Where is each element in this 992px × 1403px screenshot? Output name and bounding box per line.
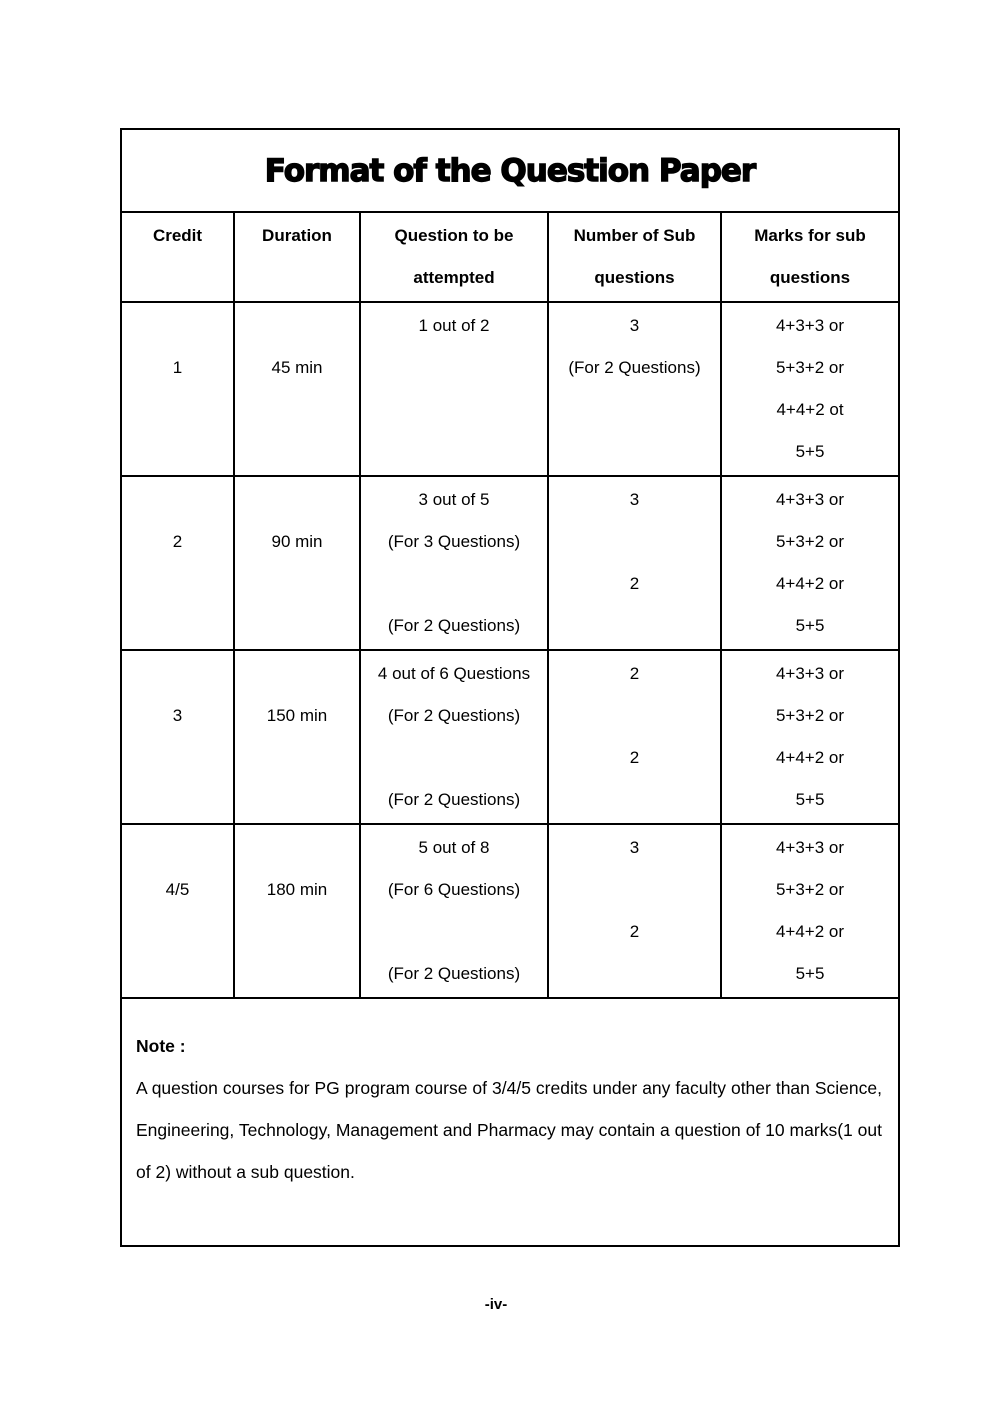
cell-line: questions bbox=[769, 268, 851, 287]
cell-line: 5+3+2 or bbox=[775, 358, 845, 377]
cell-line: 4+3+3 or bbox=[775, 838, 845, 857]
header-question bbox=[360, 213, 548, 302]
cell-line bbox=[239, 479, 355, 521]
page-number: -iv- bbox=[484, 1296, 508, 1313]
cell-line: 5 out of 8 bbox=[418, 838, 490, 857]
cell-line bbox=[553, 695, 716, 737]
cell-line: (For 2 Questions) bbox=[387, 616, 521, 635]
cell-line bbox=[126, 827, 229, 869]
cell-line: (For 2 Questions) bbox=[387, 964, 521, 983]
cell-duration bbox=[234, 650, 360, 824]
cell-line: 4+4+2 or bbox=[775, 922, 845, 941]
cell-line: 150 min bbox=[266, 706, 328, 725]
cell-line: 45 min bbox=[271, 358, 323, 377]
cell-line: 4+3+3 or bbox=[775, 316, 845, 335]
table-row bbox=[122, 302, 898, 476]
cell-line: 3 bbox=[629, 838, 640, 857]
header-sub-questions bbox=[548, 213, 721, 302]
cell-line: Credit bbox=[152, 226, 203, 245]
cell-line bbox=[126, 653, 229, 695]
cell-line: 4+4+2 or bbox=[775, 748, 845, 767]
cell-line bbox=[365, 911, 543, 953]
cell-line: 5+5 bbox=[795, 442, 825, 461]
cell-line: (For 6 Questions) bbox=[387, 880, 521, 899]
cell-line: questions bbox=[594, 268, 675, 287]
cell-line bbox=[365, 563, 543, 605]
header-row bbox=[122, 213, 898, 302]
cell-marks bbox=[721, 650, 898, 824]
table-row bbox=[122, 650, 898, 824]
cell-line: 180 min bbox=[266, 880, 328, 899]
cell-line: (For 3 Questions) bbox=[387, 532, 521, 551]
cell-line: attempted bbox=[413, 268, 495, 287]
cell-line bbox=[126, 479, 229, 521]
cell-line bbox=[239, 827, 355, 869]
cell-credit bbox=[122, 302, 234, 476]
cell-credit bbox=[122, 824, 234, 997]
note-label: Note : bbox=[136, 1036, 186, 1056]
cell-line: 5+5 bbox=[795, 964, 825, 983]
cell-question bbox=[360, 650, 548, 824]
cell-marks bbox=[721, 476, 898, 650]
cell-line: 4/5 bbox=[165, 880, 190, 899]
cell-line: 4+4+2 or bbox=[775, 574, 845, 593]
cell-duration bbox=[234, 476, 360, 650]
cell-line: Question to be bbox=[394, 226, 514, 245]
cell-line: Marks for sub bbox=[754, 226, 866, 245]
cell-line bbox=[126, 305, 229, 347]
cell-question bbox=[360, 302, 548, 476]
cell-line bbox=[553, 869, 716, 911]
cell-line: Number of Sub bbox=[573, 226, 696, 245]
cell-line: 2 bbox=[172, 532, 183, 551]
cell-line bbox=[239, 305, 355, 347]
cell-line: 4+3+3 or bbox=[775, 490, 845, 509]
cell-line: 2 bbox=[629, 748, 640, 767]
note-text: A question courses for PG program course of 3/4/5 credits under any faculty other than Science, Engineering, Technology, Management and Pharmacy may contain a question of 10 marks(1 out of 2) without a sub question. bbox=[136, 1078, 882, 1182]
cell-marks bbox=[721, 302, 898, 476]
cell-line: 3 out of 5 bbox=[418, 490, 490, 509]
cell-line: 5+5 bbox=[795, 790, 825, 809]
cell-line: 5+3+2 or bbox=[775, 706, 845, 725]
cell-line: 4 out of 6 Questions bbox=[377, 664, 531, 683]
cell-line: Duration bbox=[262, 226, 332, 245]
cell-line: 2 bbox=[629, 574, 640, 593]
cell-sub-questions bbox=[548, 476, 721, 650]
cell-line: 2 bbox=[629, 922, 640, 941]
cell-line: 5+3+2 or bbox=[775, 532, 845, 551]
cell-marks bbox=[721, 824, 898, 997]
cell-line bbox=[365, 737, 543, 779]
cell-line: 2 bbox=[629, 664, 640, 683]
cell-line: 5+5 bbox=[795, 616, 825, 635]
cell-sub-questions bbox=[548, 302, 721, 476]
cell-line: 3 bbox=[172, 706, 183, 725]
header-credit bbox=[122, 213, 234, 302]
cell-duration bbox=[234, 824, 360, 997]
cell-duration bbox=[234, 302, 360, 476]
cell-credit bbox=[122, 476, 234, 650]
cell-line: 4+4+2 ot bbox=[776, 400, 844, 419]
cell-question bbox=[360, 476, 548, 650]
header-marks bbox=[721, 213, 898, 302]
note-section bbox=[122, 997, 898, 1245]
cell-line: 1 out of 2 bbox=[418, 316, 490, 335]
page-title: Format of the Question Paper bbox=[122, 130, 898, 213]
cell-question bbox=[360, 824, 548, 997]
cell-line: (For 2 Questions) bbox=[387, 706, 521, 725]
table-row bbox=[122, 824, 898, 997]
format-table bbox=[122, 213, 898, 997]
cell-line: (For 2 Questions) bbox=[387, 790, 521, 809]
cell-line bbox=[239, 653, 355, 695]
cell-credit bbox=[122, 650, 234, 824]
cell-line: 4+3+3 or bbox=[775, 664, 845, 683]
cell-sub-questions bbox=[548, 650, 721, 824]
cell-line: (For 2 Questions) bbox=[568, 358, 701, 377]
header-duration bbox=[234, 213, 360, 302]
cell-sub-questions bbox=[548, 824, 721, 997]
cell-line: 3 bbox=[629, 490, 640, 509]
cell-line: 1 bbox=[172, 358, 183, 377]
table-row bbox=[122, 476, 898, 650]
cell-line: 90 min bbox=[271, 532, 323, 551]
question-paper-format-box bbox=[120, 128, 900, 1247]
cell-line bbox=[553, 521, 716, 563]
cell-line: 5+3+2 or bbox=[775, 880, 845, 899]
cell-line: 3 bbox=[629, 316, 640, 335]
